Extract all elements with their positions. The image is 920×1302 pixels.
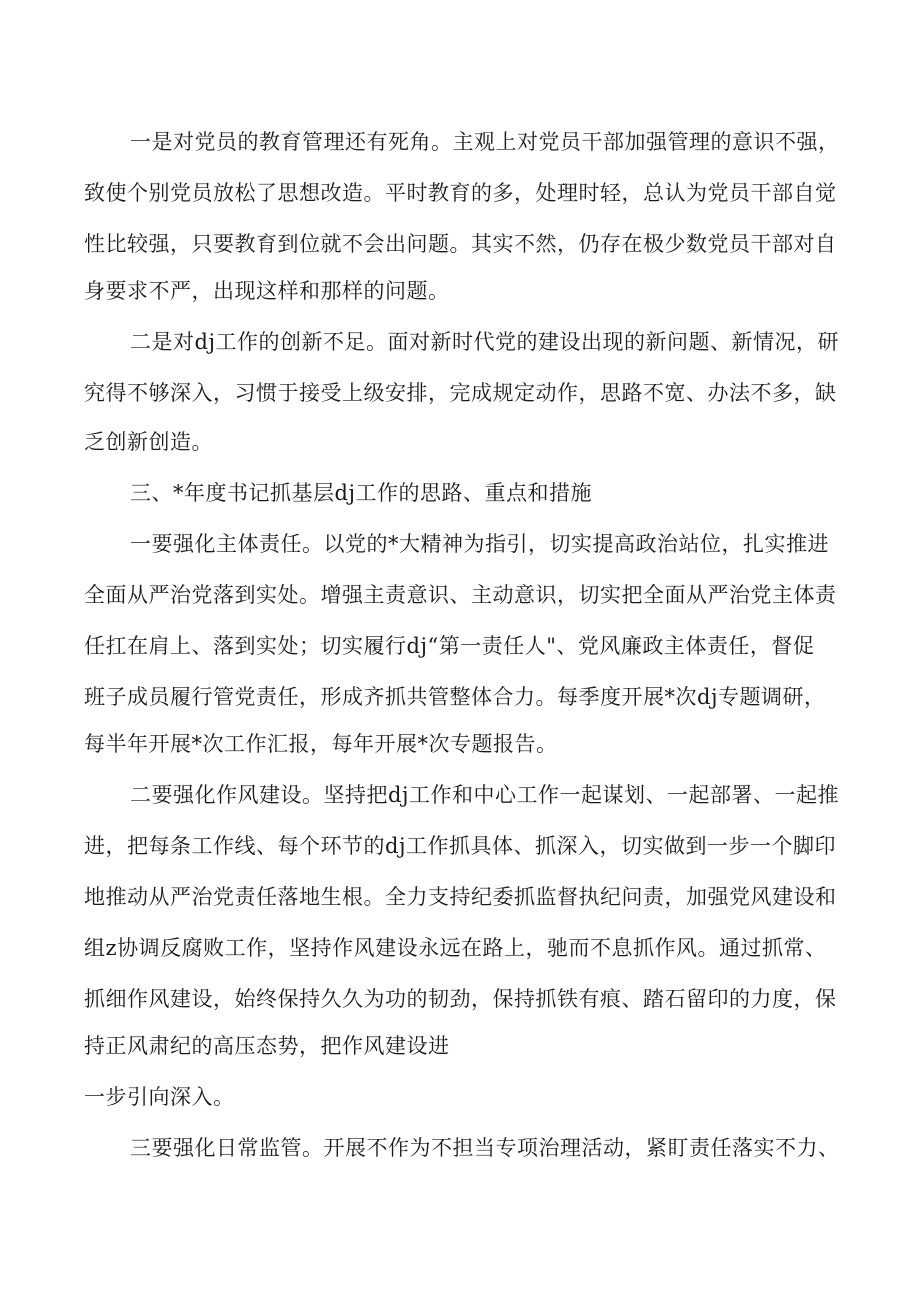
text-line: 一步引向深入。 bbox=[84, 1085, 235, 1109]
text-line: 二是对dj工作的创新不足。面对新时代党的建设出现的新问题、新情况，研 bbox=[130, 330, 839, 354]
text-line: 进，把每条工作线、每个环节的dj工作抓具体、抓深入，切实做到一步一个脚印 bbox=[84, 834, 836, 858]
text-line: 持正风肃纪的高压态势，把作风建设进 bbox=[84, 1034, 450, 1058]
text-line: 地推动从严治党责任落地生根。全力支持纪委抓监督执纪问责，加强党风建设和 bbox=[84, 885, 837, 909]
text-line: 班子成员履行管党责任，形成齐抓共管整体合力。每季度开展*次dj专题调研， bbox=[84, 685, 826, 709]
text-line: 每半年开展*次工作汇报，每年开展*次专题报告。 bbox=[84, 732, 558, 756]
text-line: 致使个别党员放松了思想改造。平时教育的多，处理时轻，总认为党员干部自觉 bbox=[84, 181, 837, 205]
text-line: 一要强化主体责任。以党的*大精神为指引，切实提高政治站位，扎实推进 bbox=[130, 532, 829, 556]
section-heading: 三、*年度书记抓基层dj工作的思路、重点和措施 bbox=[130, 481, 592, 505]
text-line: 究得不够深入，习惯于接受上级安排，完成规定动作，思路不宽、办法不多，缺 bbox=[84, 381, 837, 405]
text-line: 二要强化作风建设。坚持把dj工作和中心工作一起谋划、一起部署、一起推 bbox=[130, 783, 839, 807]
text-line: 任扛在肩上、落到实处；切实履行dj“第一责任人"、党风廉政主体责任，督促 bbox=[84, 634, 815, 658]
text-line: 组z协调反腐败工作，坚持作风建设永远在路上，驰而不息抓作风。通过抓常、 bbox=[84, 936, 827, 960]
text-line: 身要求不严，出现这样和那样的问题。 bbox=[84, 279, 450, 303]
text-line: 性比较强，只要教育到位就不会出问题。其实不然，仍存在极少数党员干部对自 bbox=[84, 232, 837, 256]
text-line: 一是对党员的教育管理还有死角。主观上对党员干部加强管理的意识不强， bbox=[130, 130, 840, 154]
text-line: 抓细作风建设，始终保持久久为功的韧劲，保持抓铁有痕、踏石留印的力度，保 bbox=[84, 987, 837, 1011]
text-line: 乏创新创造。 bbox=[84, 430, 213, 454]
text-line: 三要强化日常监管。开展不作为不担当专项治理活动，紧盯责任落实不力、 bbox=[130, 1136, 840, 1160]
text-line: 全面从严治党落到实处。增强主责意识、主动意识，切实把全面从严治党主体责 bbox=[84, 583, 837, 607]
